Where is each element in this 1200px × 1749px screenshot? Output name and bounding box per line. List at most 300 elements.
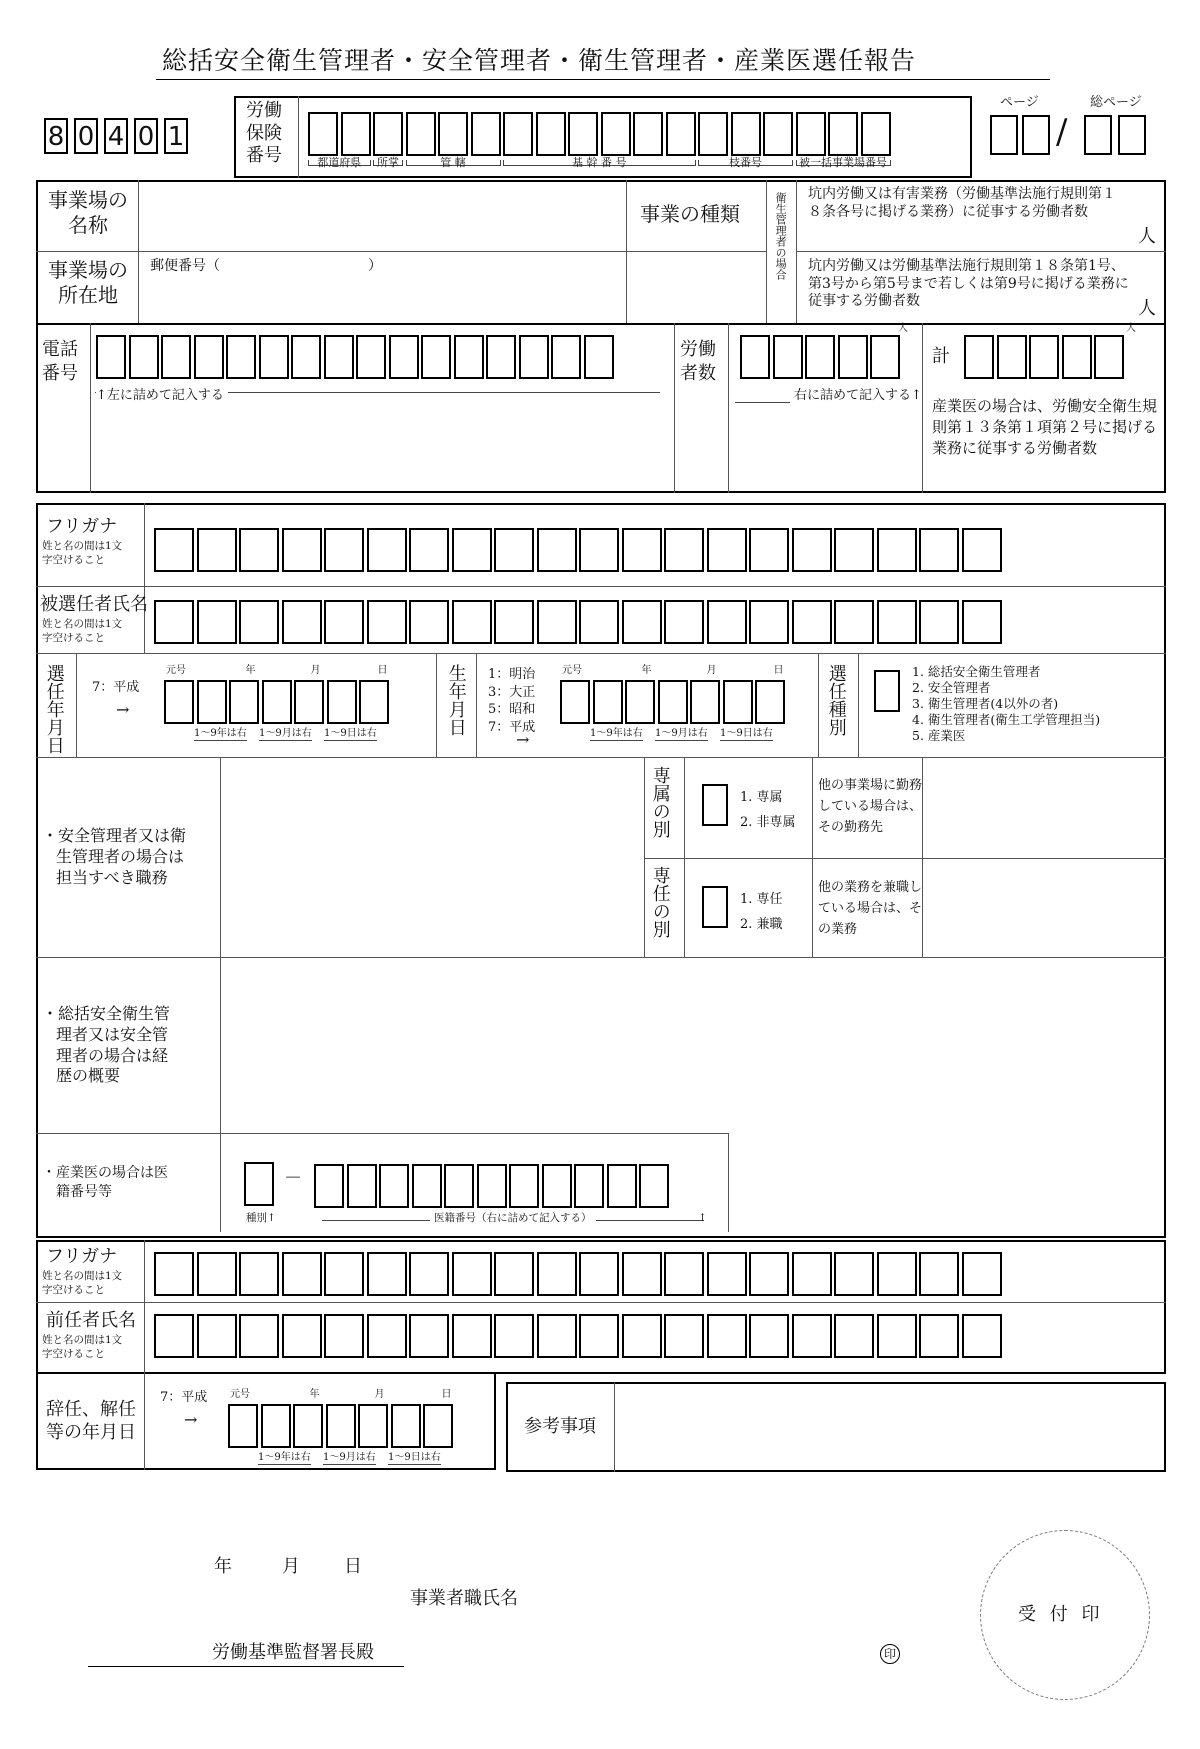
era-heisei: 7：平成 [160,1390,208,1405]
name-char-box[interactable] [494,600,534,644]
phone-digit-box[interactable] [551,335,581,379]
name-char-box[interactable] [537,600,577,644]
phone-digit-box[interactable] [259,335,289,379]
date-heading: 元号 [562,665,582,676]
arrow: → [516,730,530,749]
medical-number-box[interactable] [607,1164,637,1208]
predecessor-furigana-box[interactable] [154,1252,194,1296]
name-char-box[interactable] [707,600,747,644]
furigana-char-box[interactable] [324,528,364,572]
date-year-unit: 年 [214,1556,232,1577]
total-page-box[interactable] [1118,115,1146,155]
divider [644,757,645,957]
phone-digit-box[interactable] [454,335,484,379]
arrow: → [184,1410,198,1429]
predecessor-furigana-box[interactable] [707,1252,747,1296]
predecessor-name-box[interactable] [834,1314,874,1358]
furigana-char-box[interactable] [197,528,237,572]
specific-workers-label: 坑内労働又は労働基準法施行規則第１８条第1号、第3号から第5号まで若しくは第9号に掲げる業務に従事する労働者数 [808,258,1129,309]
predecessor-furigana-box[interactable] [962,1252,1002,1296]
furigana-char-box[interactable] [537,528,577,572]
phone-digit-box[interactable] [129,335,159,379]
insurance-digit-box[interactable] [438,112,468,156]
furigana-label: フリガナ [46,1246,118,1267]
notes-label: 参考事項 [524,1416,596,1437]
birth-date-label: 生年月日 [445,664,467,736]
insurance-digit-box[interactable] [763,112,793,156]
divider [298,96,299,178]
name-char-box[interactable] [452,600,492,644]
predecessor-name-box[interactable] [409,1314,449,1358]
furigana-char-box[interactable] [622,528,662,572]
name-char-box[interactable] [792,600,832,644]
divider [796,251,1166,252]
date-digit-box[interactable] [293,1404,323,1448]
furigana-char-box[interactable] [409,528,449,572]
workers-digit-box[interactable] [740,335,770,379]
workers-digit-box[interactable] [838,335,868,379]
phone-digit-box[interactable] [161,335,191,379]
date-heading: 日 [773,665,784,676]
medical-number-note: 医籍番号（右に詰めて記入する） [430,1212,596,1225]
name-char-box[interactable] [197,600,237,644]
form-code-digit: 0 [74,118,98,154]
predecessor-name-box[interactable] [919,1314,959,1358]
furigana-char-box[interactable] [962,528,1002,572]
predecessor-name-box[interactable] [579,1314,619,1358]
predecessor-furigana-box[interactable] [409,1252,449,1296]
appointed-date-label: 選任年月日 [43,664,65,754]
total-page-box[interactable] [1084,115,1112,155]
divider [36,251,766,252]
physician-workers-note: 産業医の場合は、労働安全衛生規則第１３条第１項第２号に掲げる業務に従事する労働者数 [932,397,1158,457]
name-char-box[interactable] [154,600,194,644]
predecessor-furigana-box[interactable] [494,1252,534,1296]
predecessor-name-box[interactable] [707,1314,747,1358]
date-digit-box[interactable] [658,680,688,724]
predecessor-furigana-box[interactable] [239,1252,279,1296]
date-digit-box[interactable] [197,680,227,724]
furigana-char-box[interactable] [452,528,492,572]
date-right-align-note: 1〜9月は右 [259,728,312,739]
office-label: 労働基準監督署長殿 [212,1642,374,1663]
medical-number-box[interactable] [444,1164,474,1208]
medical-dash: － [284,1168,302,1189]
insurance-digit-box[interactable] [568,112,598,156]
insurance-digit-box[interactable] [666,112,696,156]
date-right-align-note: 1〜9年は右 [258,1452,311,1463]
furigana-char-box[interactable] [792,528,832,572]
predecessor-name-box[interactable] [664,1314,704,1358]
duty-field[interactable] [222,759,642,955]
insurance-digit-box[interactable] [406,112,436,156]
name-char-box[interactable] [579,600,619,644]
career-field[interactable] [222,959,1162,1131]
divider [36,757,1166,758]
total-unit: 人 [1126,323,1136,334]
divider [90,323,91,493]
predecessor-name-box[interactable] [537,1314,577,1358]
exclusive-box[interactable] [702,784,728,826]
divider [36,586,1166,587]
phone-digit-box[interactable] [519,335,549,379]
predecessor-furigana-box[interactable] [579,1252,619,1296]
date-heading: 元号 [166,665,186,676]
date-digit-box[interactable] [723,680,753,724]
divider [818,653,819,757]
furigana-char-box[interactable] [154,528,194,572]
divider [36,653,1166,654]
date-heading: 月 [706,665,717,676]
insurance-sub-label: 基 幹 番 号 [503,160,696,166]
workers-note: 右に詰めて記入する↑ [790,388,922,404]
date-heading: 年 [641,665,652,676]
date-heading: 月 [374,1389,385,1400]
predecessor-furigana-box[interactable] [664,1252,704,1296]
divider [858,653,859,757]
furigana-char-box[interactable] [239,528,279,572]
predecessor-name-box[interactable] [324,1314,364,1358]
date-right-align-note: 1〜9年は右 [590,728,643,739]
divider [684,757,685,957]
form-code-digit: 4 [104,118,128,154]
date-right-align-note: 1〜9月は右 [323,1452,376,1463]
page-box[interactable] [990,115,1018,155]
divider [626,180,627,323]
divider [76,653,77,757]
career-label: ・総括安全衛生管 理者又は安全管 理者の場合は経 歴の概要 [42,1004,171,1086]
medical-number-box[interactable] [477,1164,507,1208]
insurance-digit-box[interactable] [633,112,663,156]
appointment-type-options: 1. 総括安全衛生管理者 2. 安全管理者 3. 衛生管理者(4以外の者) 4. 衛生管理者(衛生工学管理担当) 5. 産業医 [912,664,1101,743]
insurance-digit-box[interactable] [308,112,338,156]
date-right-align-note: 1〜9月は右 [655,728,708,739]
predecessor-name-box[interactable] [622,1314,662,1358]
date-heading: 年 [309,1389,320,1400]
hygiene-case-label: 衛生管理者の場合 [774,192,788,280]
medical-number-box[interactable] [412,1164,442,1208]
phone-digit-box[interactable] [486,335,516,379]
insurance-label: 労働 保険 番号 [246,100,282,166]
name-space-note: 姓と名の間は1文 字空けること [42,1334,123,1360]
divider [436,653,437,757]
insurance-digit-box[interactable] [536,112,566,156]
furigana-char-box[interactable] [367,528,407,572]
page-label: ページ [1000,95,1039,110]
date-digit-box[interactable] [755,680,785,724]
hazard-workers-unit: 人 [1138,226,1156,247]
divider [728,1133,729,1232]
office-underline [88,1666,404,1667]
predecessor-name-box[interactable] [792,1314,832,1358]
divider [766,180,767,323]
establishment-name-label: 事業場の 名称 [48,188,128,237]
total-digit-box[interactable] [1029,335,1059,379]
workers-digit-box[interactable] [870,335,900,379]
furigana-char-box[interactable] [664,528,704,572]
predecessor-furigana-box[interactable] [367,1252,407,1296]
phone-digit-box[interactable] [194,335,224,379]
phone-digit-box[interactable] [324,335,354,379]
insurance-sub-label: 都道府県 [308,160,371,166]
total-digit-box[interactable] [1094,335,1124,379]
date-digit-box[interactable] [261,1404,291,1448]
predecessor-furigana-box[interactable] [919,1252,959,1296]
medical-label: ・産業医の場合は医 籍番号等 [42,1165,168,1200]
postal-code-label: 郵便番号（ [150,258,220,274]
insurance-sub-label: 被一括事業場番号 [796,160,891,166]
insurance-digit-box[interactable] [373,112,403,156]
date-digit-box[interactable] [164,680,194,724]
phone-digit-box[interactable] [421,335,451,379]
medical-number-box[interactable] [542,1164,572,1208]
insurance-digit-box[interactable] [601,112,631,156]
appointee-name-label: 被選任者氏名 [40,594,148,615]
workers-label: 労働 者数 [680,339,716,385]
arrow: → [116,700,130,719]
exclusive-options: 1. 専属 2. 非専属 [740,790,796,830]
establishment-address-field[interactable] [140,280,624,320]
medical-number-box[interactable] [574,1164,604,1208]
date-day-unit: 日 [344,1556,362,1577]
predecessor-name-box[interactable] [962,1314,1002,1358]
divider [144,503,145,653]
predecessor-furigana-box[interactable] [792,1252,832,1296]
insurance-digit-box[interactable] [471,112,501,156]
name-char-box[interactable] [962,600,1002,644]
date-digit-box[interactable] [359,680,389,724]
divider [922,757,923,957]
appointment-type-label: 選任種別 [825,664,847,736]
date-digit-box[interactable] [625,680,655,724]
predecessor-name-box[interactable] [877,1314,917,1358]
date-digit-box[interactable] [326,1404,356,1448]
workers-digit-box[interactable] [805,335,835,379]
medical-number-box[interactable] [639,1164,669,1208]
predecessor-furigana-box[interactable] [197,1252,237,1296]
duty-label: ・安全管理者又は衛 生管理者の場合は 担当すべき職務 [42,826,187,887]
total-page-label: 総ページ [1090,95,1142,110]
form-code-digit: 8 [44,118,68,154]
name-char-box[interactable] [324,600,364,644]
era-heisei: 7：平成 [92,680,140,695]
receipt-stamp-label: 受 付 印 [1018,1604,1104,1625]
insurance-digit-box[interactable] [861,112,891,156]
furigana-char-box[interactable] [707,528,747,572]
predecessor-name-box[interactable] [154,1314,194,1358]
insurance-sub-label: 枝番号 [698,160,793,166]
medical-type-note: 種別↑ [246,1212,276,1224]
seal-mark: 印 [880,1644,900,1664]
furigana-char-box[interactable] [282,528,322,572]
divider [220,757,221,1232]
medical-number-box[interactable] [509,1164,539,1208]
predecessor-furigana-box[interactable] [282,1252,322,1296]
form-code-digit: 1 [164,118,188,154]
insurance-digit-box[interactable] [828,112,858,156]
predecessor-name-box[interactable] [452,1314,492,1358]
predecessor-name-box[interactable] [367,1314,407,1358]
furigana-char-box[interactable] [834,528,874,572]
arrow-up: ↑ [698,1212,707,1224]
date-digit-box[interactable] [423,1404,453,1448]
predecessor-name-box[interactable] [282,1314,322,1358]
furigana-char-box[interactable] [494,528,534,572]
name-char-box[interactable] [367,600,407,644]
date-heading: 元号 [230,1389,250,1400]
phone-digit-box[interactable] [96,335,126,379]
divider [812,757,813,957]
date-digit-box[interactable] [229,680,259,724]
predecessor-name-label: 前任者氏名 [46,1310,136,1331]
insurance-digit-box[interactable] [698,112,728,156]
workers-unit: 人 [898,323,908,334]
insurance-digit-box[interactable] [796,112,826,156]
date-digit-box[interactable] [560,680,590,724]
phone-digit-box[interactable] [226,335,256,379]
title-underline [156,79,1050,80]
total-digit-box[interactable] [1062,335,1092,379]
fulltime-label: 専任の別 [649,866,671,938]
insurance-sub-label: 所掌 [373,160,403,166]
name-space-note: 姓と名の間は1文 字空けること [42,540,123,566]
exclusive-workplace-field[interactable] [924,759,1164,856]
date-right-align-note: 1〜9年は右 [194,728,247,739]
phone-note: ↑左に詰めて記入する [96,388,228,404]
date-right-align-note: 1〜9日は右 [324,728,377,739]
name-char-box[interactable] [749,600,789,644]
date-digit-box[interactable] [262,680,292,724]
phone-digit-box[interactable] [291,335,321,379]
predecessor-name-box[interactable] [749,1314,789,1358]
hazard-workers-label: 坑内労働又は有害業務（労働基準法施行規則第１８条各号に掲げる業務）に従事する労働者数 [808,186,1116,220]
divider [36,1302,1166,1303]
date-digit-box[interactable] [294,680,324,724]
divider [614,1382,615,1472]
fulltime-note: 他の業務を兼職し ている場合は、そ の業務 [818,880,923,937]
name-space-note: 姓と名の間は1文 字空けること [42,1270,123,1296]
insurance-digit-box[interactable] [731,112,761,156]
predecessor-furigana-box[interactable] [877,1252,917,1296]
fulltime-box[interactable] [702,886,728,928]
exclusive-note: 他の事業場に勤務 している場合は、 その勤務先 [818,778,923,835]
predecessor-furigana-box[interactable] [452,1252,492,1296]
fulltime-options: 1. 専任 2. 兼職 [740,892,783,932]
phone-digit-box[interactable] [389,335,419,379]
notes-field[interactable] [616,1384,1162,1470]
phone-digit-box[interactable] [584,335,614,379]
concurrent-duty-field[interactable] [924,860,1164,955]
divider [644,858,1166,859]
specific-workers-unit: 人 [1138,298,1156,319]
date-digit-box[interactable] [593,680,623,724]
page-box[interactable] [1022,115,1050,155]
form-title: 総括安全衛生管理者・安全管理者・衛生管理者・産業医選任報告 [162,46,917,75]
insurance-sub-label: 管 轄 [406,160,501,166]
postal-code-close: ） [368,258,382,274]
divider [36,323,1166,325]
name-char-box[interactable] [834,600,874,644]
appointment-type-box[interactable] [874,670,900,712]
phone-label: 電話 番号 [42,339,78,385]
medical-number-box[interactable] [347,1164,377,1208]
workers-digit-box[interactable] [773,335,803,379]
predecessor-furigana-box[interactable] [537,1252,577,1296]
furigana-char-box[interactable] [919,528,959,572]
date-digit-box[interactable] [228,1404,258,1448]
name-char-box[interactable] [664,600,704,644]
name-char-box[interactable] [282,600,322,644]
page-slash: / [1056,112,1068,152]
total-label: 計 [932,346,950,367]
predecessor-furigana-box[interactable] [749,1252,789,1296]
establishment-address-label: 事業場の 所在地 [48,258,128,307]
name-char-box[interactable] [877,600,917,644]
insurance-digit-box[interactable] [503,112,533,156]
birth-eras: 1：明治 3：大正 5：昭和 7：平成 [488,667,536,735]
resign-date-label: 辞任、解任 等の年月日 [46,1399,136,1444]
furigana-char-box[interactable] [579,528,619,572]
furigana-char-box[interactable] [877,528,917,572]
employer-label: 事業者職氏名 [410,1588,518,1609]
date-digit-box[interactable] [690,680,720,724]
name-char-box[interactable] [409,600,449,644]
total-digit-box[interactable] [964,335,994,379]
date-heading: 年 [245,665,256,676]
furigana-label: フリガナ [46,516,118,537]
divider [476,653,477,757]
date-heading: 日 [377,665,388,676]
date-month-unit: 月 [282,1556,300,1577]
divider [36,1133,728,1134]
name-space-note: 姓と名の間は1文 字空けること [42,618,123,644]
predecessor-name-box[interactable] [494,1314,534,1358]
total-digit-box[interactable] [997,335,1027,379]
divider [674,323,675,493]
divider [728,323,729,493]
predecessor-furigana-box[interactable] [324,1252,364,1296]
predecessor-name-box[interactable] [239,1314,279,1358]
date-digit-box[interactable] [391,1404,421,1448]
divider [36,957,1166,958]
predecessor-name-box[interactable] [197,1314,237,1358]
date-digit-box[interactable] [358,1404,388,1448]
business-type-label: 事業の種類 [640,202,740,226]
date-right-align-note: 1〜9日は右 [388,1452,441,1463]
phone-digit-box[interactable] [356,335,386,379]
date-right-align-note: 1〜9日は右 [720,728,773,739]
name-char-box[interactable] [239,600,279,644]
name-char-box[interactable] [622,600,662,644]
date-heading: 日 [441,1389,452,1400]
divider [144,1240,145,1374]
predecessor-furigana-box[interactable] [834,1252,874,1296]
medical-number-box[interactable] [314,1164,344,1208]
divider [922,323,923,493]
form-code-digit: 0 [134,118,158,154]
furigana-char-box[interactable] [749,528,789,572]
exclusive-label: 専属の別 [649,766,671,838]
medical-number-box[interactable] [379,1164,409,1208]
name-char-box[interactable] [919,600,959,644]
divider [144,1372,145,1470]
establishment-name-field[interactable] [140,182,624,250]
medical-type-box[interactable] [244,1162,274,1206]
predecessor-furigana-box[interactable] [622,1252,662,1296]
date-heading: 月 [310,665,321,676]
date-digit-box[interactable] [327,680,357,724]
insurance-digit-box[interactable] [341,112,371,156]
